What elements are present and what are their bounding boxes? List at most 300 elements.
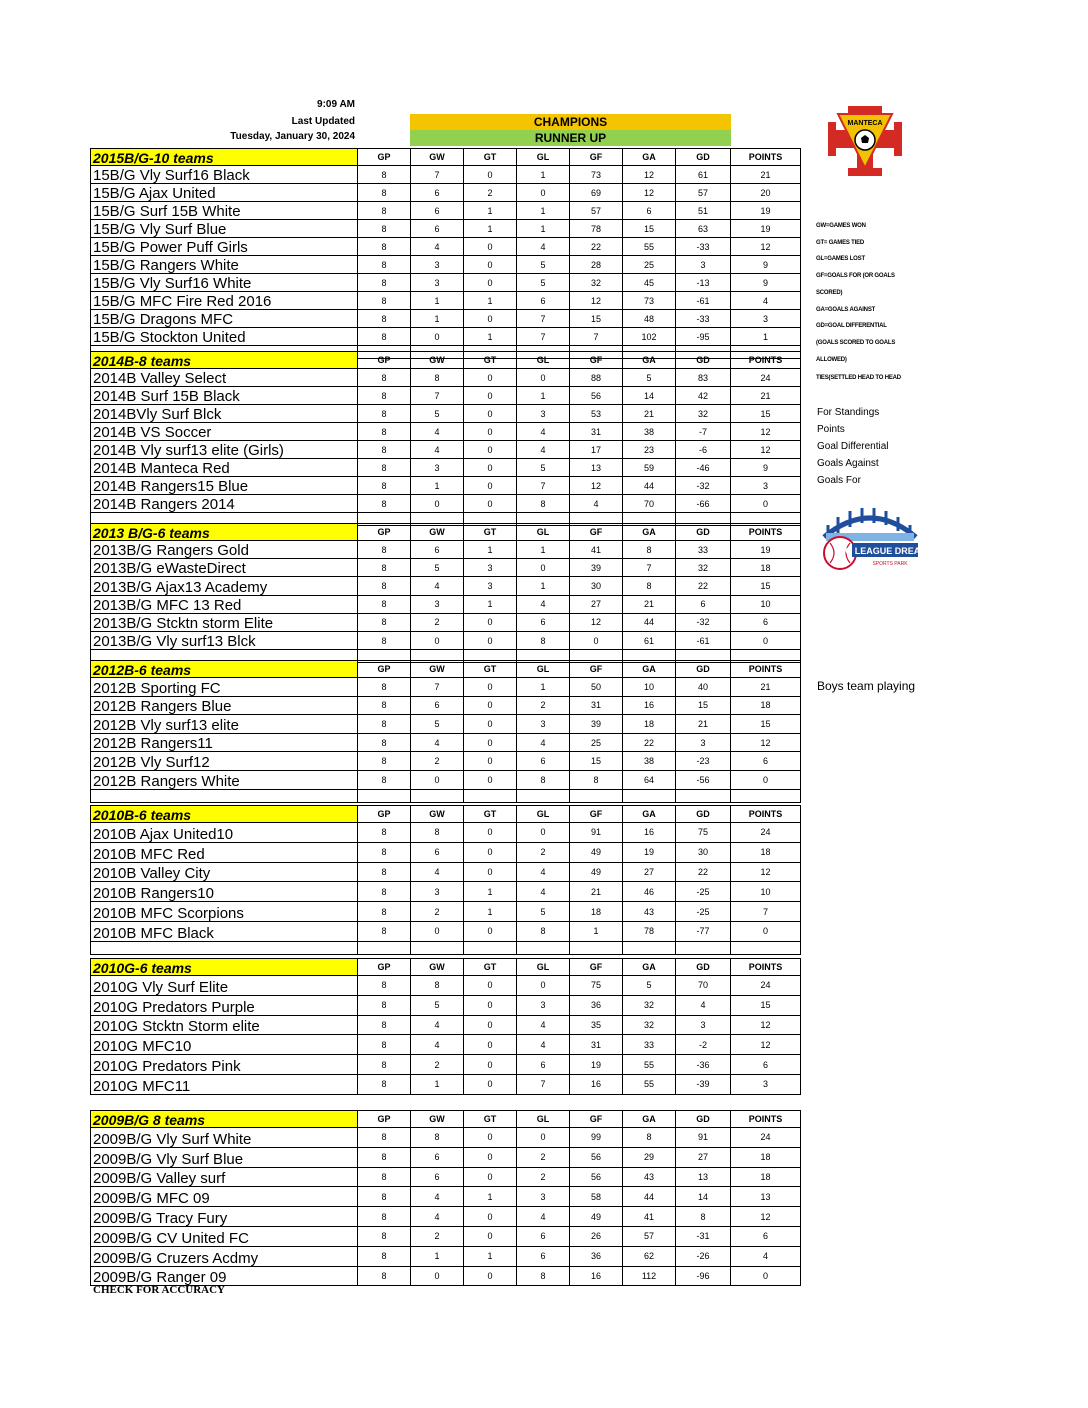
- stat-gp: 8: [358, 1055, 411, 1075]
- stat-gp: 8: [358, 238, 411, 256]
- spacer-cell: [731, 941, 801, 954]
- stat-gl: 1: [517, 166, 570, 184]
- stat-gl: 1: [517, 678, 570, 697]
- abbrev-note: GL=GAMES LOST: [816, 256, 865, 262]
- stat-gf: 15: [570, 310, 623, 328]
- stat-points: 12: [731, 862, 801, 882]
- stat-gf: 53: [570, 405, 623, 423]
- spacer-cell: [91, 941, 358, 954]
- stat-ga: 44: [623, 1187, 676, 1207]
- stat-gd: -25: [676, 902, 731, 922]
- stat-ga: 21: [623, 405, 676, 423]
- team-row: [91, 715, 801, 734]
- team-row: [91, 752, 801, 771]
- stat-gd: -32: [676, 477, 731, 495]
- stat-gf: 12: [570, 292, 623, 310]
- stat-gl: 3: [517, 995, 570, 1015]
- stat-gw: 5: [411, 559, 464, 577]
- team-row: [91, 369, 801, 387]
- stat-gf: 39: [570, 559, 623, 577]
- stat-gl: 6: [517, 1055, 570, 1075]
- stat-gp: 8: [358, 184, 411, 202]
- team-row: [91, 1187, 801, 1207]
- team-row: [91, 1167, 801, 1187]
- stat-gf: 58: [570, 1187, 623, 1207]
- stat-gl: 7: [517, 310, 570, 328]
- team-row: [91, 541, 801, 559]
- spacer-cell: [623, 789, 676, 802]
- team-row: [91, 1246, 801, 1266]
- spacer-cell: [358, 941, 411, 954]
- stat-ga: 5: [623, 369, 676, 387]
- stat-ga: 16: [623, 823, 676, 843]
- column-header: GL: [517, 661, 570, 678]
- stat-points: 10: [731, 882, 801, 902]
- runner-up-legend: RUNNER UP: [410, 130, 731, 146]
- stat-gl: 0: [517, 184, 570, 202]
- stat-points: 21: [731, 166, 801, 184]
- stat-gw: 8: [411, 1128, 464, 1148]
- stat-gd: -33: [676, 310, 731, 328]
- stat-gp: 8: [358, 220, 411, 238]
- column-header: GP: [358, 806, 411, 823]
- stat-gl: 2: [517, 1167, 570, 1187]
- stat-gp: 8: [358, 1207, 411, 1227]
- division-title: 2010G-6 teams: [91, 959, 358, 976]
- stat-gw: 1: [411, 1246, 464, 1266]
- stat-gt: 0: [464, 256, 517, 274]
- division-title: 2015B/G-10 teams: [91, 149, 358, 166]
- team-row: [91, 184, 801, 202]
- stat-gl: 5: [517, 902, 570, 922]
- team-name: 2010B Rangers10: [91, 882, 358, 902]
- stat-gf: 18: [570, 902, 623, 922]
- stat-gd: 13: [676, 1167, 731, 1187]
- stat-gl: 5: [517, 459, 570, 477]
- column-header: GT: [464, 524, 517, 541]
- team-row: [91, 292, 801, 310]
- stat-gd: 8: [676, 1207, 731, 1227]
- team-name: 2010B Ajax United10: [91, 823, 358, 843]
- stat-gd: 51: [676, 202, 731, 220]
- stat-points: 24: [731, 1128, 801, 1148]
- stat-ga: 48: [623, 310, 676, 328]
- stat-gp: 8: [358, 559, 411, 577]
- stat-ga: 23: [623, 441, 676, 459]
- stat-gl: 6: [517, 752, 570, 771]
- team-row: [91, 495, 801, 513]
- stat-gp: 8: [358, 369, 411, 387]
- stat-gw: 6: [411, 696, 464, 715]
- abbrev-note: GW=GAMES WON: [816, 223, 866, 229]
- stat-ga: 32: [623, 995, 676, 1015]
- stat-gl: 1: [517, 220, 570, 238]
- stat-gw: 2: [411, 1226, 464, 1246]
- stat-gd: 22: [676, 862, 731, 882]
- team-row: [91, 477, 801, 495]
- stat-ga: 57: [623, 1226, 676, 1246]
- stat-points: 21: [731, 678, 801, 697]
- champions-legend: CHAMPIONS: [410, 114, 731, 130]
- column-header: POINTS: [731, 352, 801, 369]
- column-header: GW: [411, 524, 464, 541]
- team-name: 2012B Rangers Blue: [91, 696, 358, 715]
- column-header: GF: [570, 661, 623, 678]
- stat-gp: 8: [358, 613, 411, 631]
- stat-points: 4: [731, 1246, 801, 1266]
- update-time: 9:09 AM: [317, 99, 355, 110]
- stat-gd: -39: [676, 1074, 731, 1094]
- stat-gt: 0: [464, 1015, 517, 1035]
- stat-gl: 6: [517, 1246, 570, 1266]
- stat-gd: 27: [676, 1147, 731, 1167]
- stat-ga: 64: [623, 770, 676, 789]
- column-header: GP: [358, 352, 411, 369]
- stat-gp: 8: [358, 1128, 411, 1148]
- team-row: [91, 1147, 801, 1167]
- stat-points: 6: [731, 752, 801, 771]
- stat-gd: 21: [676, 715, 731, 734]
- stat-gl: 0: [517, 369, 570, 387]
- stat-ga: 12: [623, 166, 676, 184]
- stat-gd: 15: [676, 696, 731, 715]
- team-name: 2014B Manteca Red: [91, 459, 358, 477]
- division-table: [90, 148, 801, 359]
- stat-ga: 78: [623, 921, 676, 941]
- stat-gt: 0: [464, 387, 517, 405]
- stat-gf: 22: [570, 238, 623, 256]
- stat-gl: 7: [517, 328, 570, 346]
- stat-gl: 4: [517, 733, 570, 752]
- stat-gt: 0: [464, 441, 517, 459]
- abbrev-note: GD=GOAL DIFFERENTIAL: [816, 323, 887, 329]
- stat-gf: 99: [570, 1128, 623, 1148]
- team-name: 15B/G Surf 15B White: [91, 202, 358, 220]
- stat-gw: 4: [411, 1207, 464, 1227]
- column-header: GT: [464, 1111, 517, 1128]
- team-name: 2010B MFC Red: [91, 842, 358, 862]
- stat-ga: 14: [623, 387, 676, 405]
- stat-gl: 0: [517, 823, 570, 843]
- stat-gf: 50: [570, 678, 623, 697]
- column-header: GW: [411, 149, 464, 166]
- abbrev-note: TIES(SETTLED HEAD TO HEAD: [816, 375, 901, 381]
- stat-ga: 55: [623, 1055, 676, 1075]
- stat-gd: 83: [676, 369, 731, 387]
- svg-text:SPORTS PARK: SPORTS PARK: [872, 561, 908, 567]
- stat-points: 24: [731, 369, 801, 387]
- stat-gw: 8: [411, 369, 464, 387]
- team-row: [91, 387, 801, 405]
- stat-gf: 4: [570, 495, 623, 513]
- team-name: 15B/G Stockton United: [91, 328, 358, 346]
- stat-gp: 8: [358, 631, 411, 649]
- team-row: [91, 613, 801, 631]
- stat-points: 3: [731, 477, 801, 495]
- stat-gp: 8: [358, 1226, 411, 1246]
- team-row: [91, 559, 801, 577]
- column-header: GA: [623, 1111, 676, 1128]
- stat-points: 0: [731, 631, 801, 649]
- stat-gd: 3: [676, 733, 731, 752]
- stat-gw: 3: [411, 595, 464, 613]
- stat-gd: 57: [676, 184, 731, 202]
- stat-gd: 70: [676, 976, 731, 996]
- stat-gt: 2: [464, 184, 517, 202]
- stat-gl: 4: [517, 238, 570, 256]
- team-name: 2012B Vly Surf12: [91, 752, 358, 771]
- stat-ga: 59: [623, 459, 676, 477]
- column-header: GD: [676, 806, 731, 823]
- column-header: GW: [411, 1111, 464, 1128]
- stat-gp: 8: [358, 459, 411, 477]
- stat-gt: 1: [464, 1187, 517, 1207]
- stat-ga: 112: [623, 1266, 676, 1286]
- stat-gd: -23: [676, 752, 731, 771]
- stat-gf: 35: [570, 1015, 623, 1035]
- stat-gf: 16: [570, 1074, 623, 1094]
- team-name: 2009B/G Valley surf: [91, 1167, 358, 1187]
- column-header: POINTS: [731, 661, 801, 678]
- stat-gp: 8: [358, 976, 411, 996]
- stat-gp: 8: [358, 1246, 411, 1266]
- column-header: GT: [464, 959, 517, 976]
- stat-gl: 2: [517, 1147, 570, 1167]
- tiebreak-item: Goals Against: [817, 458, 879, 469]
- stat-gw: 5: [411, 715, 464, 734]
- spacer-row: [91, 789, 801, 802]
- division-title: 2014B-8 teams: [91, 352, 358, 369]
- stat-gt: 1: [464, 882, 517, 902]
- stat-gw: 4: [411, 1187, 464, 1207]
- stat-points: 21: [731, 387, 801, 405]
- stat-gd: -31: [676, 1226, 731, 1246]
- stat-gt: 0: [464, 1147, 517, 1167]
- stat-gp: 8: [358, 495, 411, 513]
- stat-gl: 8: [517, 1266, 570, 1286]
- stat-gp: 8: [358, 752, 411, 771]
- spacer-cell: [570, 941, 623, 954]
- tiebreak-item: Points: [817, 424, 845, 435]
- stat-gw: 7: [411, 166, 464, 184]
- spacer-cell: [91, 789, 358, 802]
- division-title: 2009B/G 8 teams: [91, 1111, 358, 1128]
- stat-gp: 8: [358, 477, 411, 495]
- spacer-cell: [623, 941, 676, 954]
- tiebreak-heading: For Standings: [817, 407, 880, 418]
- stat-points: 19: [731, 220, 801, 238]
- stat-gp: 8: [358, 405, 411, 423]
- stat-gp: 8: [358, 678, 411, 697]
- stat-gt: 0: [464, 1167, 517, 1187]
- stat-gw: 0: [411, 328, 464, 346]
- last-updated-label: Last Updated: [291, 116, 355, 127]
- column-header: POINTS: [731, 149, 801, 166]
- tiebreak-item: Goals For: [817, 475, 861, 486]
- column-header: POINTS: [731, 806, 801, 823]
- stat-gw: 4: [411, 1035, 464, 1055]
- stat-gp: 8: [358, 1015, 411, 1035]
- stat-gw: 4: [411, 1015, 464, 1035]
- stat-gt: 0: [464, 1055, 517, 1075]
- stat-gw: 4: [411, 238, 464, 256]
- stat-gt: 0: [464, 752, 517, 771]
- stat-gd: -2: [676, 1035, 731, 1055]
- team-row: [91, 1074, 801, 1094]
- stat-gf: 26: [570, 1226, 623, 1246]
- stat-gd: -32: [676, 613, 731, 631]
- stat-points: 15: [731, 577, 801, 595]
- stat-gt: 0: [464, 976, 517, 996]
- team-name: 15B/G Dragons MFC: [91, 310, 358, 328]
- team-name: 15B/G Vly Surf16 Black: [91, 166, 358, 184]
- stat-gt: 3: [464, 559, 517, 577]
- team-name: 2014BVly Surf Blck: [91, 405, 358, 423]
- stat-gw: 8: [411, 823, 464, 843]
- stat-gp: 8: [358, 1187, 411, 1207]
- column-header: GW: [411, 959, 464, 976]
- team-row: [91, 459, 801, 477]
- stat-points: 6: [731, 613, 801, 631]
- abbrev-note: (GOALS SCORED TO GOALS: [816, 340, 896, 346]
- stat-gd: 75: [676, 823, 731, 843]
- team-name: 2014B Vly surf13 elite (Girls): [91, 441, 358, 459]
- stat-gp: 8: [358, 770, 411, 789]
- column-header: POINTS: [731, 524, 801, 541]
- stat-gw: 1: [411, 477, 464, 495]
- column-header: GL: [517, 959, 570, 976]
- stat-gl: 6: [517, 292, 570, 310]
- column-header: GP: [358, 149, 411, 166]
- spacer-cell: [358, 789, 411, 802]
- stat-gd: -56: [676, 770, 731, 789]
- stat-gl: 5: [517, 274, 570, 292]
- team-name: 2009B/G Vly Surf White: [91, 1128, 358, 1148]
- team-row: [91, 166, 801, 184]
- stat-gw: 1: [411, 292, 464, 310]
- team-name: 15B/G Vly Surf16 White: [91, 274, 358, 292]
- column-header: GF: [570, 352, 623, 369]
- stat-gt: 0: [464, 715, 517, 734]
- stat-gt: 0: [464, 631, 517, 649]
- team-name: 2009B/G Vly Surf Blue: [91, 1147, 358, 1167]
- stat-points: 12: [731, 1035, 801, 1055]
- stat-gl: 0: [517, 559, 570, 577]
- stat-gl: 1: [517, 577, 570, 595]
- spacer-cell: [411, 789, 464, 802]
- stat-gd: 6: [676, 595, 731, 613]
- stat-gf: 49: [570, 862, 623, 882]
- stat-gl: 6: [517, 613, 570, 631]
- stat-gt: 0: [464, 823, 517, 843]
- team-name: 2013B/G Ajax13 Academy: [91, 577, 358, 595]
- team-row: [91, 202, 801, 220]
- abbrev-note: GA=GOALS AGAINST: [816, 307, 876, 313]
- column-header: GA: [623, 959, 676, 976]
- stat-gd: -6: [676, 441, 731, 459]
- team-row: [91, 1266, 801, 1286]
- stat-points: 0: [731, 921, 801, 941]
- stat-gl: 1: [517, 387, 570, 405]
- column-header: GT: [464, 352, 517, 369]
- stat-points: 24: [731, 976, 801, 996]
- stat-gp: 8: [358, 862, 411, 882]
- stat-gd: -25: [676, 882, 731, 902]
- stat-points: 12: [731, 441, 801, 459]
- division-header-row: [91, 1111, 801, 1128]
- stat-gw: 6: [411, 842, 464, 862]
- stat-ga: 41: [623, 1207, 676, 1227]
- division-table: [90, 805, 801, 955]
- stat-gf: 36: [570, 1246, 623, 1266]
- stat-points: 12: [731, 238, 801, 256]
- stat-gl: 8: [517, 631, 570, 649]
- stat-gd: 3: [676, 256, 731, 274]
- column-header: GW: [411, 352, 464, 369]
- team-name: 2013B/G Stcktn storm Elite: [91, 613, 358, 631]
- stat-ga: 55: [623, 238, 676, 256]
- stat-ga: 43: [623, 1167, 676, 1187]
- team-name: 15B/G Power Puff Girls: [91, 238, 358, 256]
- stat-gp: 8: [358, 1266, 411, 1286]
- column-header: GP: [358, 1111, 411, 1128]
- stat-points: 12: [731, 1015, 801, 1035]
- stat-gf: 75: [570, 976, 623, 996]
- stat-gt: 0: [464, 310, 517, 328]
- stat-ga: 10: [623, 678, 676, 697]
- stat-gl: 8: [517, 495, 570, 513]
- column-header: POINTS: [731, 1111, 801, 1128]
- stat-gl: 7: [517, 477, 570, 495]
- stat-gl: 4: [517, 595, 570, 613]
- stat-gw: 0: [411, 921, 464, 941]
- stat-gf: 56: [570, 387, 623, 405]
- stat-gf: 30: [570, 577, 623, 595]
- stat-ga: 38: [623, 752, 676, 771]
- stat-gp: 8: [358, 328, 411, 346]
- stat-gd: -77: [676, 921, 731, 941]
- stat-ga: 38: [623, 423, 676, 441]
- spacer-cell: [517, 941, 570, 954]
- stat-points: 4: [731, 292, 801, 310]
- stat-gt: 0: [464, 274, 517, 292]
- stat-gw: 6: [411, 541, 464, 559]
- stat-gl: 3: [517, 405, 570, 423]
- stat-gf: 88: [570, 369, 623, 387]
- team-row: [91, 328, 801, 346]
- stat-points: 15: [731, 715, 801, 734]
- abbrev-note: SCORED): [816, 290, 843, 296]
- stat-gf: 32: [570, 274, 623, 292]
- stat-gd: 63: [676, 220, 731, 238]
- stat-gf: 57: [570, 202, 623, 220]
- stat-points: 12: [731, 423, 801, 441]
- team-row: [91, 862, 801, 882]
- stat-points: 20: [731, 184, 801, 202]
- stat-gp: 8: [358, 902, 411, 922]
- team-name: 2012B Sporting FC: [91, 678, 358, 697]
- stat-points: 0: [731, 495, 801, 513]
- column-header: GT: [464, 661, 517, 678]
- team-name: 2013B/G Vly surf13 Blck: [91, 631, 358, 649]
- stat-gp: 8: [358, 882, 411, 902]
- column-header: GF: [570, 806, 623, 823]
- team-name: 2010G Vly Surf Elite: [91, 976, 358, 996]
- column-header: GL: [517, 149, 570, 166]
- stat-gl: 1: [517, 202, 570, 220]
- stat-ga: 8: [623, 1128, 676, 1148]
- column-header: GT: [464, 806, 517, 823]
